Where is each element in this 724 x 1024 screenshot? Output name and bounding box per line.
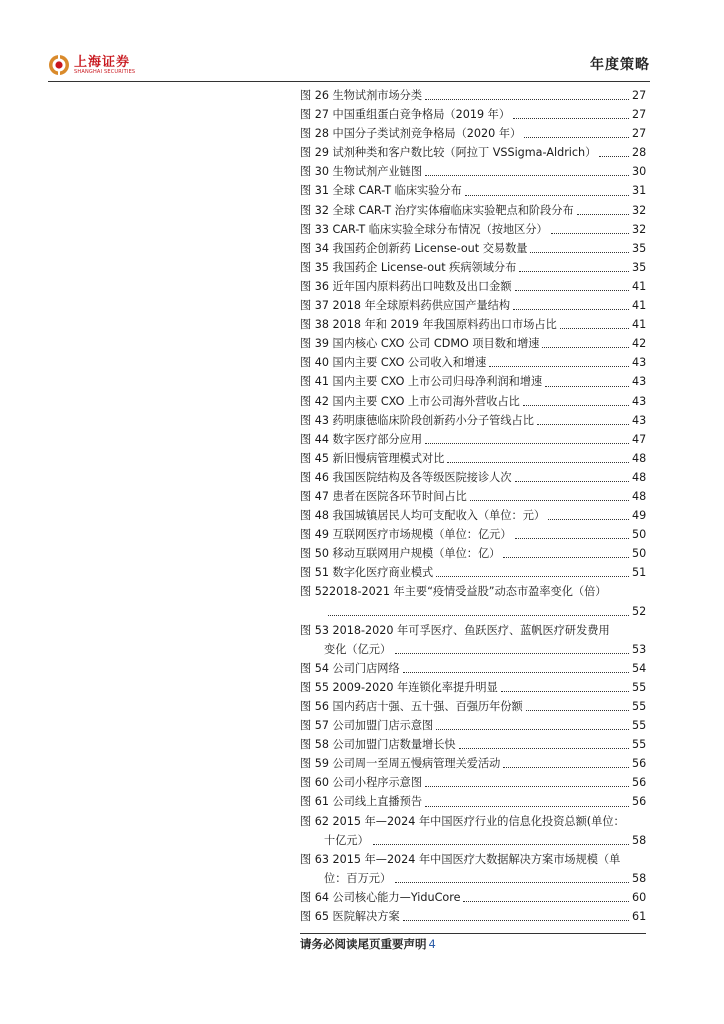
- toc-entry-page: 43: [632, 356, 647, 370]
- toc-entry[interactable]: [300, 411, 646, 430]
- toc-entry-page: 43: [632, 375, 647, 389]
- toc-entry[interactable]: [300, 754, 646, 773]
- toc-entry[interactable]: [300, 697, 646, 716]
- dot-leader: [403, 918, 629, 921]
- toc-entry-label: 图 43 药明康德临床阶段创新药小分子管线占比: [300, 413, 534, 427]
- toc-entry-label: 图 54 公司门店网络: [300, 661, 400, 675]
- toc-entry-page: 55: [632, 680, 647, 694]
- toc-entry-label: 图 61 公司线上直播预告: [300, 795, 423, 809]
- toc-entry-label: 图 51 数字化医疗商业模式: [300, 566, 434, 580]
- dot-leader: [526, 708, 629, 711]
- toc-entry[interactable]: [300, 430, 646, 449]
- dot-leader: [548, 517, 629, 520]
- logo-text-en: SHANGHAI SECURITIES: [74, 68, 136, 75]
- page-number: 4: [428, 937, 436, 951]
- toc-entry-label: 图 57 公司加盟门店示意图: [300, 719, 434, 733]
- header-divider: [48, 81, 650, 82]
- toc-entry-label: 图 41 国内主要 CXO 上市公司归母净利润和增速: [300, 375, 543, 389]
- toc-entry-page: 54: [632, 661, 647, 675]
- toc-entry-page: 30: [632, 165, 647, 179]
- toc-entry[interactable]: [300, 105, 646, 124]
- toc-entry[interactable]: [300, 792, 646, 811]
- toc-entry[interactable]: [300, 143, 646, 162]
- toc-entry-page: 27: [632, 108, 647, 122]
- toc-entry-label: 图 42 国内主要 CXO 上市公司海外营收占比: [300, 394, 520, 408]
- dot-leader: [515, 288, 629, 291]
- toc-entry-label: 图 34 我国药企创新药 License-out 交易数量: [300, 241, 528, 255]
- toc-entry[interactable]: [300, 850, 646, 888]
- toc-entry-page: 32: [632, 203, 647, 217]
- toc-entry-label: 图 60 公司小程序示意图: [300, 776, 423, 790]
- dot-leader: [501, 689, 629, 692]
- toc-entry-label: 图 31 全球 CAR-T 临床实验分布: [300, 184, 462, 198]
- toc-entry-label: 图 30 生物试剂产业链图: [300, 165, 423, 179]
- toc-entry-page: 32: [632, 222, 647, 236]
- toc-entry-label: 图 48 我国城镇居民人均可支配收入（单位：元）: [300, 509, 546, 523]
- dot-leader: [503, 555, 629, 558]
- toc-entry[interactable]: [300, 258, 646, 277]
- toc-entry-label: 图 32 全球 CAR-T 治疗实体瘤临床实验靶点和阶段分布: [300, 203, 574, 217]
- shanghai-securities-logo-icon: [48, 54, 70, 76]
- toc-entry-page: 49: [632, 509, 647, 523]
- toc-entry[interactable]: [300, 907, 646, 926]
- toc-entry-page: 55: [632, 738, 647, 752]
- toc-entry[interactable]: [300, 678, 646, 697]
- toc-entry-label: 图 49 互联网医疗市场规模（单位：亿元）: [300, 528, 512, 542]
- page-header: [48, 50, 650, 82]
- toc-entry[interactable]: [300, 582, 646, 620]
- toc-entry-label: 图 38 2018 年和 2019 年我国原料药出口市场占比: [300, 318, 557, 332]
- toc-entry[interactable]: [300, 888, 646, 907]
- toc-entry-label-continued: 十亿元）: [324, 833, 369, 847]
- toc-entry-label: 图 36 近年国内原料药出口吨数及出口金额: [300, 279, 512, 293]
- dot-leader: [545, 384, 629, 387]
- toc-entry-page: 42: [632, 337, 647, 351]
- dot-leader: [542, 345, 629, 348]
- toc-entry-label-continued: 位：百万元）: [324, 871, 392, 885]
- dot-leader: [395, 880, 629, 883]
- toc-entry[interactable]: [300, 716, 646, 735]
- dot-leader: [577, 212, 629, 215]
- dot-leader: [425, 804, 629, 807]
- toc-entry[interactable]: [300, 220, 646, 239]
- disclaimer-notice: 请务必阅读尾页重要声明: [300, 937, 427, 951]
- dot-leader: [530, 250, 629, 253]
- toc-entry[interactable]: [300, 506, 646, 525]
- company-logo: [48, 54, 135, 76]
- toc-entry-label: 图 522018-2021 年主要“疫情受益股”动态市盈率变化（倍）: [300, 585, 607, 599]
- page-footer: [300, 936, 436, 952]
- toc-entry-label: 图 46 我国医院结构及各等级医院接诊人次: [300, 470, 512, 484]
- toc-entry-label: 图 55 2009-2020 年连锁化率提升明显: [300, 680, 498, 694]
- toc-entry-label: 图 35 我国药企 License-out 疾病领域分布: [300, 260, 517, 274]
- toc-entry[interactable]: [300, 296, 646, 315]
- dot-leader: [425, 97, 629, 100]
- toc-entry[interactable]: [300, 353, 646, 372]
- toc-entry-label: 图 64 公司核心能力—YiduCore: [300, 890, 461, 904]
- dot-leader: [403, 670, 629, 673]
- toc-entry[interactable]: [300, 773, 646, 792]
- toc-entry-page: 41: [632, 318, 647, 332]
- dot-leader: [328, 613, 629, 616]
- toc-entry[interactable]: [300, 277, 646, 296]
- dot-leader: [470, 498, 629, 501]
- toc-entry-page: 27: [632, 89, 647, 102]
- dot-leader: [489, 364, 629, 367]
- dot-leader: [513, 116, 629, 119]
- toc-entry-page: 50: [632, 528, 647, 542]
- toc-entry-page: 60: [632, 890, 647, 904]
- toc-entry[interactable]: [300, 201, 646, 220]
- toc-entry-page: 43: [632, 413, 647, 427]
- toc-entry-label: 图 45 新旧慢病管理模式对比: [300, 451, 445, 465]
- toc-entry-page: 27: [632, 127, 647, 141]
- toc-entry-page: 48: [632, 470, 647, 484]
- toc-entry-page: 55: [632, 719, 647, 733]
- toc-entry-page: 31: [632, 184, 647, 198]
- dot-leader: [519, 269, 629, 272]
- toc-entry-label: 图 63 2015 年—2024 年中国医疗大数据解决方案市场规模（单: [300, 852, 621, 866]
- dot-leader: [459, 746, 629, 749]
- dot-leader: [523, 403, 629, 406]
- toc-entry[interactable]: [300, 525, 646, 544]
- toc-entry[interactable]: [300, 468, 646, 487]
- dot-leader: [447, 460, 629, 463]
- toc-entry-page: 50: [632, 547, 647, 561]
- dot-leader: [560, 326, 629, 329]
- toc-entry[interactable]: [300, 735, 646, 754]
- toc-entry[interactable]: [300, 449, 646, 468]
- toc-entry[interactable]: [300, 86, 646, 105]
- dot-leader: [436, 574, 629, 577]
- toc-entry-label: 图 37 2018 年全球原料药供应国产量结构: [300, 299, 511, 313]
- toc-entry-page: 56: [632, 776, 647, 790]
- toc-entry-page: 53: [632, 642, 647, 656]
- toc-entry-label-continued: 变化（亿元）: [324, 642, 392, 656]
- toc-entry-label: 图 33 CAR-T 临床实验全球分布情况（按地区分）: [300, 222, 548, 236]
- dot-leader: [515, 479, 629, 482]
- toc-entry-page: 43: [632, 394, 647, 408]
- toc-entry-page: 48: [632, 489, 647, 503]
- toc-entry-page: 41: [632, 299, 647, 313]
- toc-entry-label: 图 56 国内药店十强、五十强、百强历年份额: [300, 700, 523, 713]
- toc-entry-label: 图 44 数字医疗部分应用: [300, 432, 423, 446]
- toc-entry-page: 35: [632, 241, 647, 255]
- toc-entry[interactable]: [300, 487, 646, 506]
- toc-entry[interactable]: [300, 181, 646, 200]
- toc-entry[interactable]: [300, 621, 646, 659]
- toc-entry-label: 图 59 公司周一至周五慢病管理关爱活动: [300, 757, 501, 771]
- dot-leader: [436, 727, 629, 730]
- toc-entry-page: 48: [632, 451, 647, 465]
- toc-entry-label: 图 53 2018-2020 年可孚医疗、鱼跃医疗、蓝帆医疗研发费用: [300, 623, 610, 637]
- logo-text-cn: 上海证券: [74, 54, 131, 70]
- toc-entry-label: 图 39 国内核心 CXO 公司 CDMO 项目数和增速: [300, 337, 540, 351]
- toc-entry-page: 47: [632, 432, 647, 446]
- toc-entry[interactable]: [300, 659, 646, 678]
- toc-entry-page: 56: [632, 795, 647, 809]
- toc-entry[interactable]: [300, 162, 646, 181]
- dot-leader: [463, 899, 629, 902]
- toc-entry[interactable]: [300, 334, 646, 353]
- dot-leader: [425, 441, 629, 444]
- toc-entry-label: 图 65 医院解决方案: [300, 910, 400, 924]
- report-type-title: 年度策略: [590, 57, 650, 73]
- toc-entry-page: 58: [632, 871, 647, 885]
- toc-entry-label: 图 28 中国分子类试剂竞争格局（2020 年）: [300, 127, 522, 141]
- toc-entry-page: 35: [632, 260, 647, 274]
- toc-entry-label: 图 50 移动互联网用户规模（单位：亿）: [300, 547, 501, 561]
- dot-leader: [513, 307, 629, 310]
- toc-entry-label: 图 29 试剂种类和客户数比较（阿拉丁 VSSigma-Aldrich）: [300, 146, 597, 160]
- toc-entry[interactable]: [300, 124, 646, 143]
- dot-leader: [599, 154, 629, 157]
- toc-entry-label: 图 26 生物试剂市场分类: [300, 89, 423, 102]
- toc-entry-page: 58: [632, 833, 647, 847]
- toc-entry[interactable]: [300, 812, 646, 850]
- toc-entry-page: 28: [632, 146, 647, 160]
- toc-entry-label: 图 58 公司加盟门店数量增长快: [300, 738, 456, 752]
- toc-entry-label: 图 40 国内主要 CXO 公司收入和增速: [300, 356, 487, 370]
- dot-leader: [425, 173, 629, 176]
- toc-entry-page: 51: [632, 566, 647, 580]
- toc-entry-label: 图 62 2015 年—2024 年中国医疗行业的信息化投资总额(单位：: [300, 814, 625, 828]
- dot-leader: [551, 231, 629, 234]
- toc-entry[interactable]: [300, 239, 646, 258]
- dot-leader: [503, 765, 629, 768]
- toc-entry-page: 61: [632, 910, 647, 924]
- dot-leader: [425, 784, 629, 787]
- dot-leader: [524, 135, 629, 138]
- toc-entry-label: 图 47 患者在医院各环节时间占比: [300, 489, 467, 503]
- footer-divider: [300, 933, 646, 934]
- dot-leader: [465, 193, 629, 196]
- toc-entry[interactable]: [300, 392, 646, 411]
- toc-entry[interactable]: [300, 563, 646, 582]
- figure-index-list: [300, 86, 646, 926]
- toc-entry-label: 图 27 中国重组蛋白竞争格局（2019 年）: [300, 108, 511, 122]
- toc-entry-page: 52: [632, 604, 647, 618]
- dot-leader: [537, 422, 629, 425]
- toc-entry[interactable]: [300, 372, 646, 391]
- toc-entry[interactable]: [300, 544, 646, 563]
- dot-leader: [395, 651, 629, 654]
- toc-entry[interactable]: [300, 315, 646, 334]
- toc-entry-page: 41: [632, 279, 647, 293]
- toc-entry-page: 55: [632, 700, 647, 713]
- dot-leader: [373, 842, 629, 845]
- toc-entry-page: 56: [632, 757, 647, 771]
- dot-leader: [515, 536, 629, 539]
